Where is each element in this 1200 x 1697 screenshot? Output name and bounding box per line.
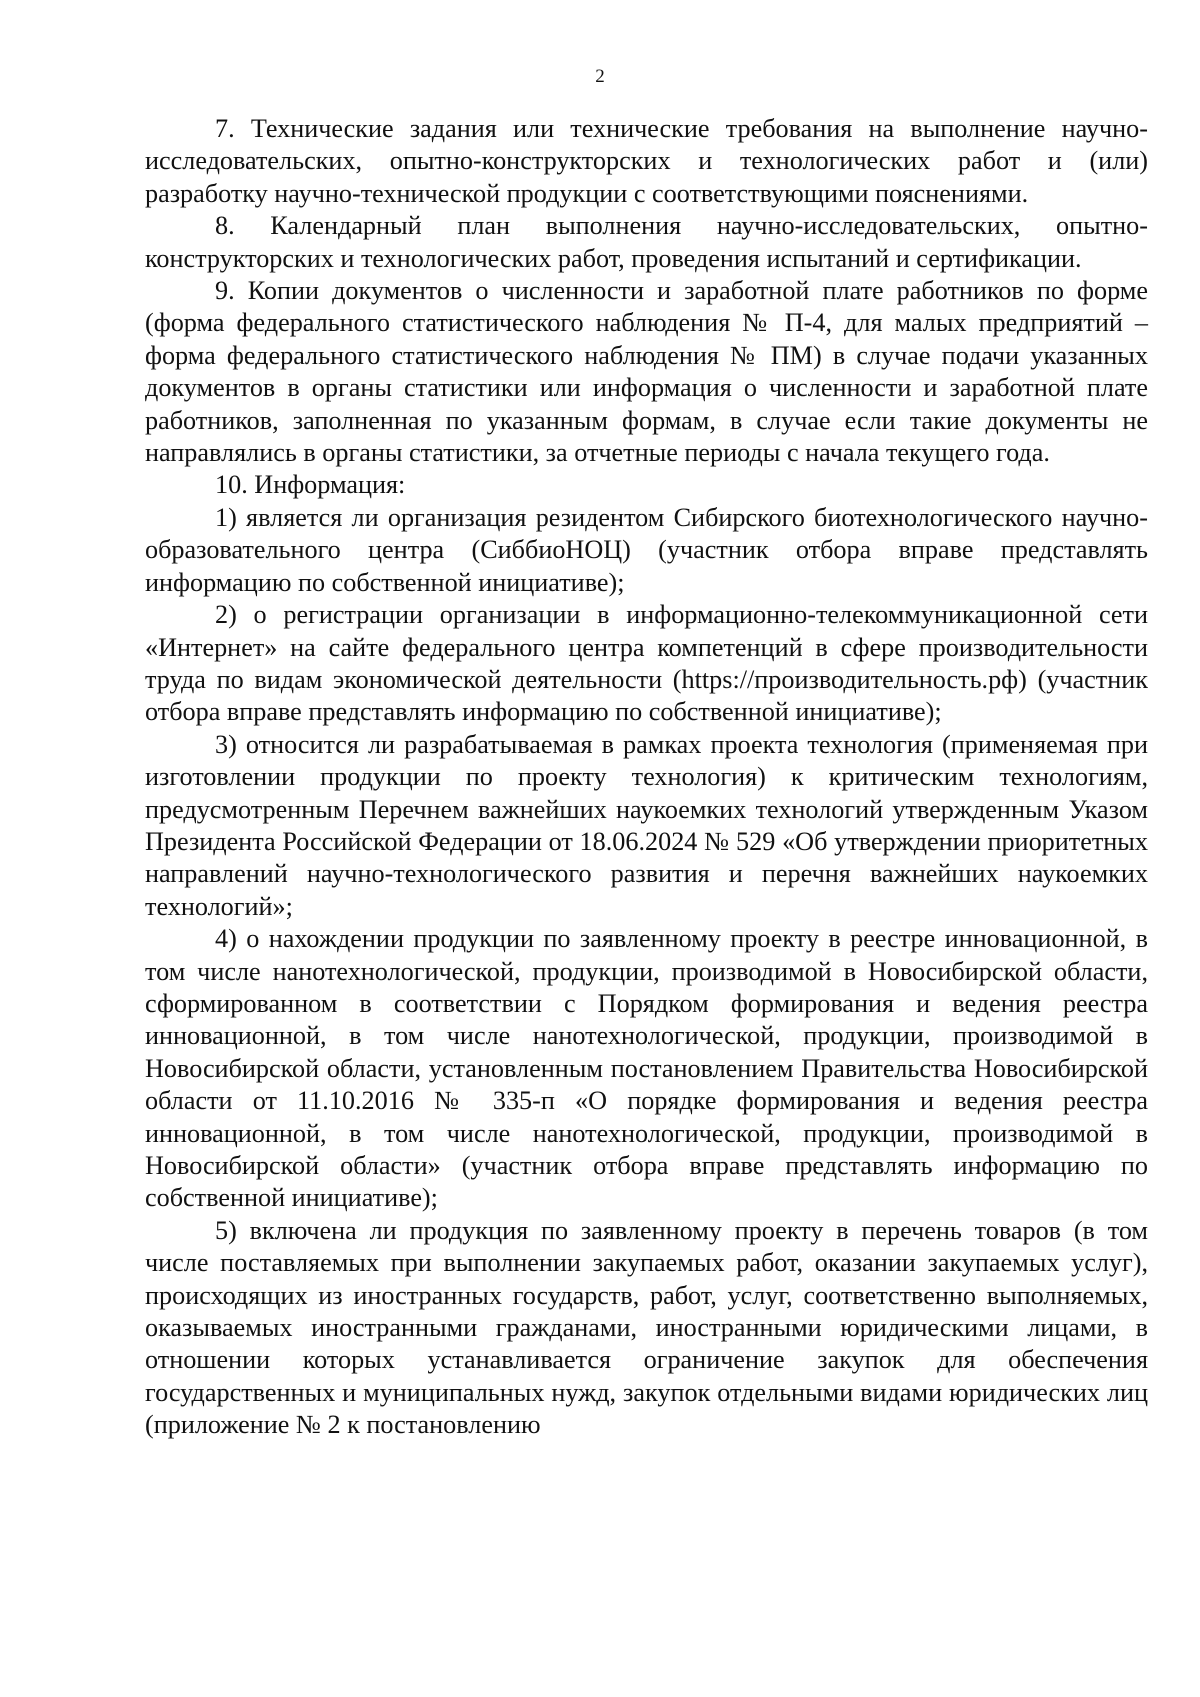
paragraph-subitem-3: 3) относится ли разрабатываемая в рамках проекта технология (применяемая при изготовлении продукции по проекту технология) к критическим технологиям, предусмотренным Перечнем важнейших наукоемких технологий утвержденным Указом Президента Российской Федерации от 18.06.2024 № 529 «Об утверждении приоритетных направлений научно-технологического развития и перечня важнейших наукоемких технологий»; (145, 729, 1148, 921)
document-body (145, 113, 1148, 1442)
paragraph-subitem-4: 4) о нахождении продукции по заявленному проекту в реестре инновационной, в том числе нанотехнологической, продукции, производимой в Новосибирской области, сформированном в соответствии с Порядком формирования и ведения реестра инновационной, в том числе нанотехнологической, продукции, производимой в Новосибирской области, установленным постановлением Правительства Новосибирской области от 11.10.2016 № 335-п «О порядке формирования и ведения реестра инновационной, в том числе нанотехнологической, продукции, производимой в Новосибирской области» (участник отбора вправе представлять информацию по собственной инициативе); (145, 924, 1148, 1213)
paragraph-subitem-1: 1) является ли организация резидентом Сибирского биотехнологического научно-образовательного центра (СиббиоНОЦ) (участник отбора вправе представлять информацию по собственной инициативе); (145, 502, 1148, 597)
paragraph-subitem-5: 5) включена ли продукция по заявленному проекту в перечень товаров (в том числе поставляемых при выполнении закупаемых работ, оказании закупаемых услуг), происходящих из иностранных государств, работ, услуг, соответственно выполняемых, оказываемых иностранными гражданами, иностранными юридическими лицами, в отношении которых устанавливается ограничение закупок для обеспечения государственных и муниципальных нужд, закупок отдельными видами юридических лиц (приложение № 2 к постановлению (145, 1215, 1148, 1440)
paragraph-item-10-heading: 10. Информация: (215, 470, 406, 500)
paragraph-item-9: 9. Копии документов о численности и заработной плате работников по форме (форма федерального статистического наблюдения № П-4, для малых предприятий – форма федерального статистического наблюдения № ПМ) в случае подачи указанных документов в органы статистики или информация о численности и заработной плате работников, заполненная по указанным формам, в случае если такие документы не направлялись в органы статистики, за отчетные периоды с начала текущего года. (145, 276, 1148, 468)
page-number: 2 (595, 66, 605, 87)
paragraph-item-7: 7. Технические задания или технические требования на выполнение научно-исследовательских, опытно-конструкторских и технологических работ и (или) разработку научно-технической продукции с соответствующими пояснениями. (145, 114, 1148, 208)
paragraph-subitem-2: 2) о регистрации организации в информационно-телекоммуникационной сети «Интернет» на сайте федерального центра компетенций в сфере производительности труда по видам экономической деятельности (https://производительность.рф) (участник отбора вправе представлять информацию по собственной инициативе); (145, 600, 1148, 727)
paragraph-item-8: 8. Календарный план выполнения научно-исследовательских, опытно-конструкторских и технологических работ, проведения испытаний и сертификации. (145, 211, 1148, 273)
